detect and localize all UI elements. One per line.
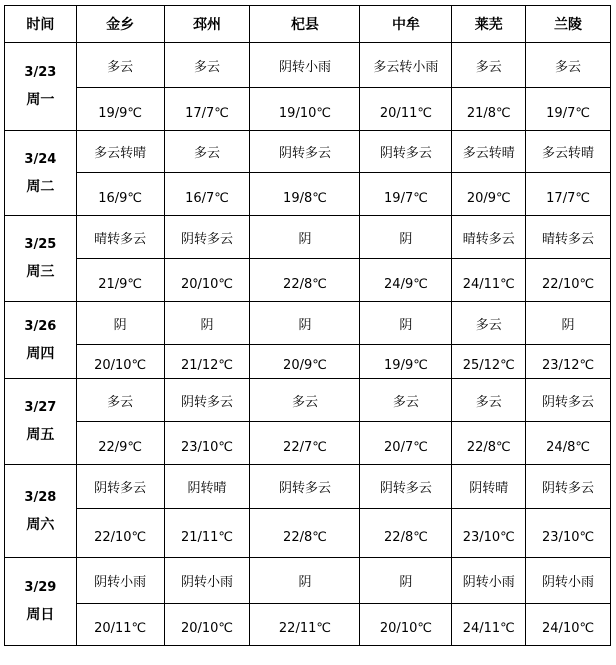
day-weekday: 周五 — [26, 427, 55, 443]
weather-cell: 阴 — [250, 216, 360, 259]
temperature-cell: 24/10℃ — [526, 604, 611, 646]
weather-cell: 多云转晴 — [526, 131, 611, 173]
temperature-cell: 23/12℃ — [526, 345, 611, 379]
temperature-cell: 20/9℃ — [452, 173, 526, 216]
temperature-cell: 24/8℃ — [526, 422, 611, 465]
temperature-cell: 16/9℃ — [76, 173, 164, 216]
temperature-cell: 23/10℃ — [164, 422, 250, 465]
day-label-cell — [5, 131, 77, 216]
day-label-cell — [5, 216, 77, 302]
weather-cell: 多云 — [452, 302, 526, 345]
temperature-cell: 24/11℃ — [452, 604, 526, 646]
weather-row — [5, 302, 611, 345]
temperature-cell: 21/11℃ — [164, 509, 250, 558]
city-header: 杞县 — [250, 6, 360, 43]
weather-cell: 阴 — [360, 216, 452, 259]
weather-cell: 阴转多云 — [250, 131, 360, 173]
day-label-cell — [5, 302, 77, 379]
temperature-cell: 20/10℃ — [360, 604, 452, 646]
day-label-cell — [5, 558, 77, 646]
temperature-cell: 16/7℃ — [164, 173, 250, 216]
temperature-cell: 19/9℃ — [76, 88, 164, 131]
temperature-cell: 20/9℃ — [250, 345, 360, 379]
weather-cell: 多云 — [250, 379, 360, 422]
weather-cell: 多云 — [164, 43, 250, 88]
day-date: 3/24 — [24, 151, 57, 167]
city-header: 兰陵 — [526, 6, 611, 43]
city-header: 邳州 — [164, 6, 250, 43]
weather-cell: 阴 — [526, 302, 611, 345]
weather-cell: 晴转多云 — [526, 216, 611, 259]
temperature-row — [5, 173, 611, 216]
weather-cell: 阴转多云 — [360, 131, 452, 173]
temperature-cell: 22/7℃ — [250, 422, 360, 465]
day-weekday: 周一 — [26, 92, 55, 108]
day-date: 3/25 — [24, 237, 57, 252]
weather-cell: 阴转晴 — [452, 465, 526, 509]
city-header: 莱芜 — [452, 6, 526, 43]
weather-row — [5, 43, 611, 88]
temperature-cell: 22/8℃ — [452, 422, 526, 465]
temperature-cell: 21/12℃ — [164, 345, 250, 379]
city-header: 金乡 — [76, 6, 164, 43]
temperature-row — [5, 604, 611, 646]
temperature-cell: 19/7℃ — [360, 173, 452, 216]
temperature-cell: 19/9℃ — [360, 345, 452, 379]
weather-cell: 多云 — [76, 43, 164, 88]
day-weekday: 周六 — [26, 516, 55, 533]
weather-cell: 阴转多云 — [526, 379, 611, 422]
temperature-cell: 20/11℃ — [360, 88, 452, 131]
temperature-cell: 23/10℃ — [526, 509, 611, 558]
weather-cell: 阴 — [164, 302, 250, 345]
weather-cell: 阴 — [76, 302, 164, 345]
day-weekday: 周日 — [26, 607, 55, 623]
temperature-cell: 25/12℃ — [452, 345, 526, 379]
header-corner: 时间 — [5, 6, 77, 43]
day-date: 3/27 — [24, 400, 57, 415]
weather-row — [5, 216, 611, 259]
weather-row — [5, 131, 611, 173]
day-label-cell — [5, 379, 77, 465]
day-label-cell — [5, 465, 77, 558]
weather-cell: 晴转多云 — [452, 216, 526, 259]
temperature-cell: 24/9℃ — [360, 259, 452, 302]
temperature-row — [5, 88, 611, 131]
day-weekday: 周四 — [26, 345, 55, 362]
weather-cell: 多云 — [452, 43, 526, 88]
weather-row — [5, 558, 611, 604]
temperature-cell: 21/9℃ — [76, 259, 164, 302]
weather-cell: 阴 — [360, 558, 452, 604]
weather-row — [5, 379, 611, 422]
day-date: 3/28 — [24, 489, 57, 505]
temperature-cell: 22/11℃ — [250, 604, 360, 646]
weather-cell: 多云 — [360, 379, 452, 422]
weather-row — [5, 465, 611, 509]
weather-cell: 阴转多云 — [250, 465, 360, 509]
temperature-cell: 20/10℃ — [164, 604, 250, 646]
temperature-cell: 24/11℃ — [452, 259, 526, 302]
temperature-row — [5, 259, 611, 302]
temperature-cell: 20/10℃ — [76, 345, 164, 379]
day-label-cell — [5, 43, 77, 131]
weather-cell: 多云 — [526, 43, 611, 88]
header-row — [5, 6, 611, 43]
temperature-cell: 21/8℃ — [452, 88, 526, 131]
temperature-row — [5, 422, 611, 465]
weather-cell: 多云转晴 — [76, 131, 164, 173]
temperature-cell: 20/10℃ — [164, 259, 250, 302]
temperature-cell: 17/7℃ — [526, 173, 611, 216]
temperature-cell: 22/8℃ — [250, 509, 360, 558]
temperature-cell: 19/8℃ — [250, 173, 360, 216]
day-weekday: 周二 — [26, 178, 55, 195]
weather-cell: 晴转多云 — [76, 216, 164, 259]
weather-cell: 阴转小雨 — [164, 558, 250, 604]
city-header: 中牟 — [360, 6, 452, 43]
weather-cell: 阴转小雨 — [76, 558, 164, 604]
weather-cell: 阴转多云 — [76, 465, 164, 509]
weather-cell: 阴转多云 — [360, 465, 452, 509]
weather-cell: 阴转多云 — [164, 379, 250, 422]
temperature-cell: 20/7℃ — [360, 422, 452, 465]
weather-cell: 多云 — [452, 379, 526, 422]
day-date: 3/29 — [24, 580, 57, 595]
weather-cell: 多云 — [76, 379, 164, 422]
weather-cell: 阴 — [360, 302, 452, 345]
temperature-row — [5, 345, 611, 379]
temperature-row — [5, 509, 611, 558]
day-date: 3/26 — [24, 318, 57, 334]
weather-cell: 阴转多云 — [164, 216, 250, 259]
weather-cell: 阴转小雨 — [250, 43, 360, 88]
weather-cell: 阴 — [250, 302, 360, 345]
temperature-cell: 23/10℃ — [452, 509, 526, 558]
weather-cell: 阴 — [250, 558, 360, 604]
temperature-cell: 19/10℃ — [250, 88, 360, 131]
temperature-cell: 22/10℃ — [76, 509, 164, 558]
weather-cell: 多云转小雨 — [360, 43, 452, 88]
forecast-table — [4, 5, 611, 646]
weather-cell: 多云 — [164, 131, 250, 173]
day-weekday: 周三 — [26, 264, 55, 280]
weather-cell: 阴转小雨 — [526, 558, 611, 604]
weather-cell: 阴转多云 — [526, 465, 611, 509]
temperature-cell: 19/7℃ — [526, 88, 611, 131]
temperature-cell: 22/8℃ — [250, 259, 360, 302]
weather-cell: 阴转晴 — [164, 465, 250, 509]
temperature-cell: 22/10℃ — [526, 259, 611, 302]
temperature-cell: 22/9℃ — [76, 422, 164, 465]
day-date: 3/23 — [24, 65, 57, 80]
temperature-cell: 20/11℃ — [76, 604, 164, 646]
temperature-cell: 22/8℃ — [360, 509, 452, 558]
temperature-cell: 17/7℃ — [164, 88, 250, 131]
weather-cell: 多云转晴 — [452, 131, 526, 173]
weather-cell: 阴转小雨 — [452, 558, 526, 604]
